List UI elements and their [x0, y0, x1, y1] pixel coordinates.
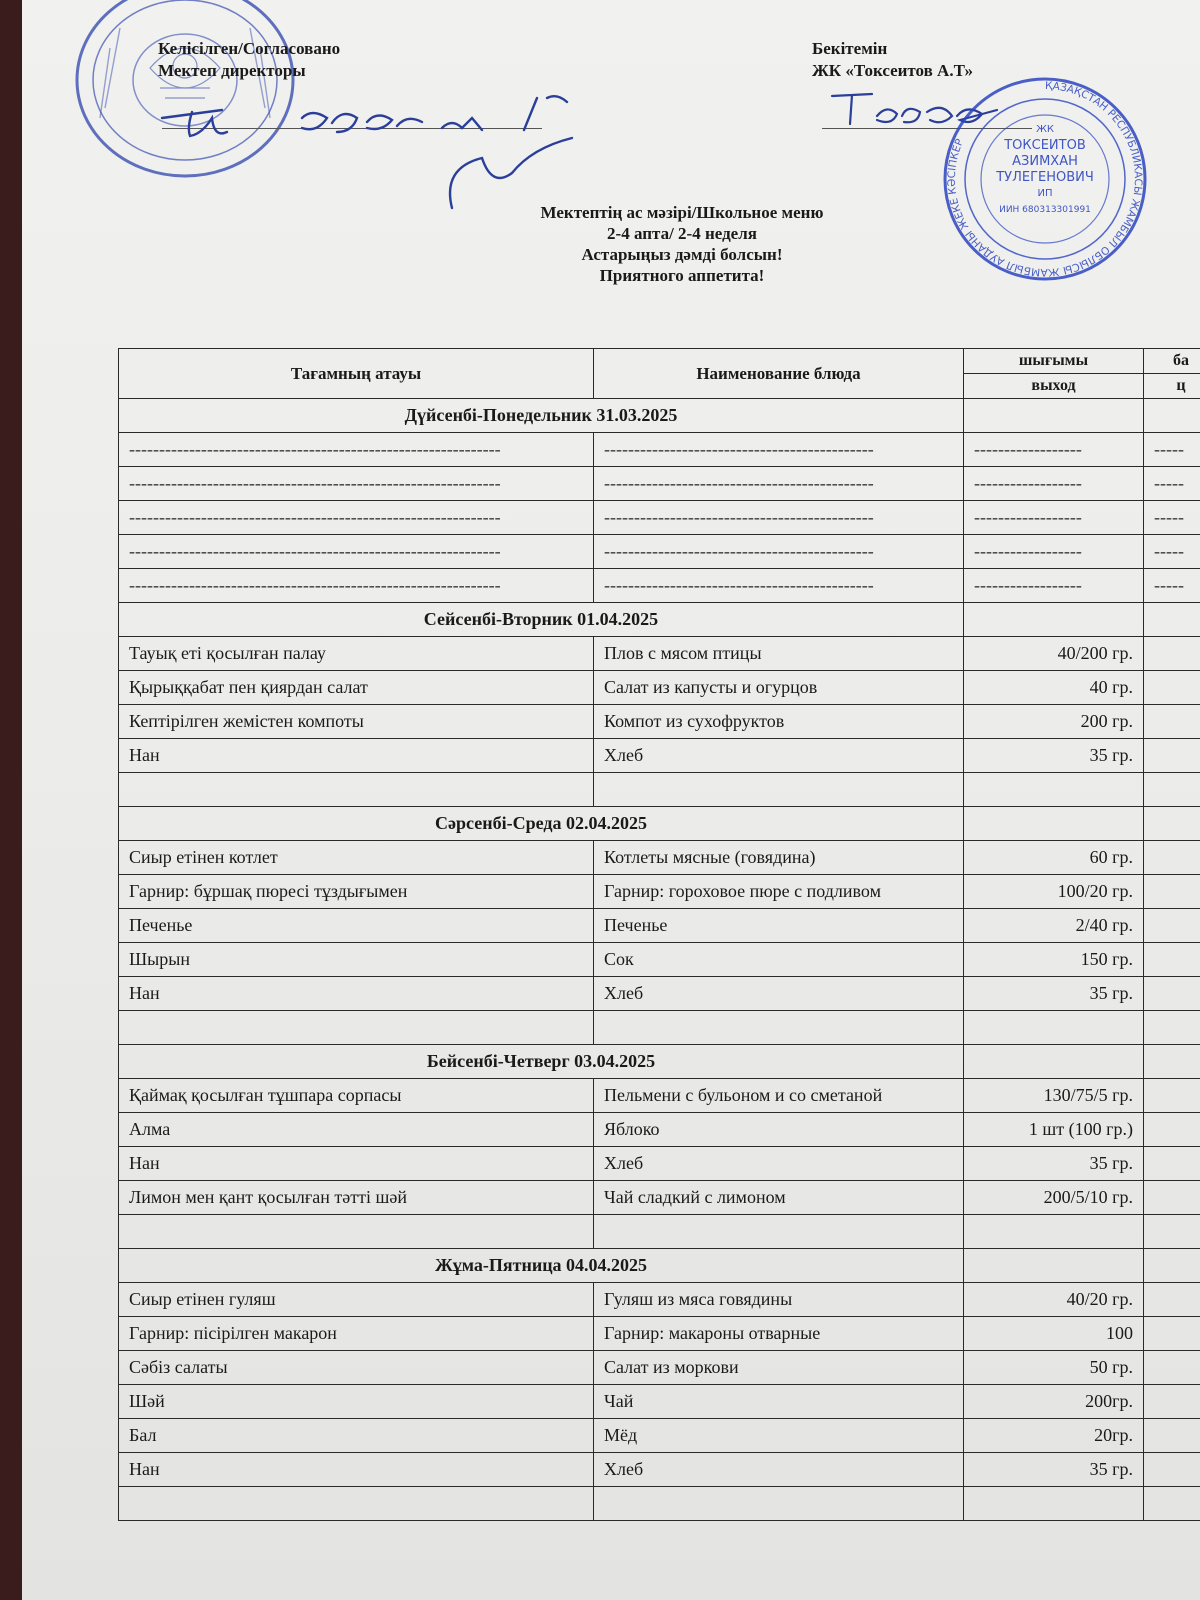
dish-price [1144, 1181, 1200, 1215]
agreed-label: Келісілген/Согласовано [158, 39, 341, 58]
dish-price [1144, 977, 1200, 1011]
dish-row [119, 977, 1200, 1011]
empty-cell [119, 1215, 594, 1249]
dish-name-kz: Қаймақ қосылған тұшпара сорпасы [119, 1079, 594, 1113]
menu-title: Мектептің ас мәзірі/Школьное меню [540, 203, 824, 222]
dash-cell: ------------------ [964, 433, 1144, 467]
dish-yield: 35 гр. [964, 1453, 1144, 1487]
dish-yield: 200гр. [964, 1385, 1144, 1419]
approve-label: Бекітемін [812, 39, 888, 58]
dish-name-ru: Хлеб [594, 739, 964, 773]
dish-name-ru: Гарнир: макароны отварные [594, 1317, 964, 1351]
day-title: Сәрсенбі-Среда 02.04.2025 [119, 807, 964, 841]
dish-name-kz: Шырын [119, 943, 594, 977]
dish-price [1144, 1453, 1200, 1487]
dish-yield: 40/200 гр. [964, 637, 1144, 671]
dish-name-kz: Сиыр етінен гуляш [119, 1283, 594, 1317]
dash-cell: -------------------------------------------------------------- [119, 501, 594, 535]
dish-name-ru: Плов с мясом птицы [594, 637, 964, 671]
dish-name-kz: Нан [119, 977, 594, 1011]
empty-cell [1144, 399, 1200, 433]
dish-name-kz: Бал [119, 1419, 594, 1453]
dish-yield: 130/75/5 гр. [964, 1079, 1144, 1113]
menu-sheet [22, 0, 1200, 1600]
empty-cell [964, 603, 1144, 637]
empty-cell [964, 1215, 1144, 1249]
empty-cell [119, 1011, 594, 1045]
dish-name-kz: Сиыр етінен котлет [119, 841, 594, 875]
dish-row [119, 1113, 1200, 1147]
blank-row [119, 1215, 1200, 1249]
dish-yield: 150 гр. [964, 943, 1144, 977]
stamp-line-ip: ИП [1037, 188, 1053, 199]
dish-row [119, 1181, 1200, 1215]
dash-cell: ------------------ [964, 501, 1144, 535]
dish-row [119, 637, 1200, 671]
stamp-line-surname: ТОКСЕИТОВ [1004, 138, 1086, 153]
greeting-kz: Астарыңыз дәмді болсын! [581, 245, 783, 264]
dash-cell: --------------------------------------------- [594, 501, 964, 535]
dash-cell: ------------------ [964, 535, 1144, 569]
dish-yield: 50 гр. [964, 1351, 1144, 1385]
day-header-row [119, 1045, 1200, 1079]
dish-name-kz: Печенье [119, 909, 594, 943]
empty-cell [1144, 807, 1200, 841]
menu-title-block [402, 202, 962, 286]
dish-yield: 35 гр. [964, 739, 1144, 773]
dish-name-ru: Салат из моркови [594, 1351, 964, 1385]
col-header-kz: Тағамның атауы [119, 349, 594, 399]
dish-name-ru: Пельмени с бульоном и со сметаной [594, 1079, 964, 1113]
dish-name-kz: Шәй [119, 1385, 594, 1419]
dish-row [119, 1453, 1200, 1487]
entrepreneur-label: ЖК «Токсеитов А.Т» [812, 61, 973, 80]
dish-price [1144, 841, 1200, 875]
dash-cell: ----- [1144, 467, 1200, 501]
dish-name-ru: Салат из капусты и огурцов [594, 671, 964, 705]
dish-name-kz: Сәбіз салаты [119, 1351, 594, 1385]
blank-dashed-row [119, 501, 1200, 535]
dish-row [119, 1419, 1200, 1453]
dish-yield: 40/20 гр. [964, 1283, 1144, 1317]
dish-row [119, 705, 1200, 739]
dish-row [119, 875, 1200, 909]
blank-dashed-row [119, 467, 1200, 501]
blank-row [119, 1487, 1200, 1521]
dish-price [1144, 1385, 1200, 1419]
dish-name-ru: Мёд [594, 1419, 964, 1453]
dish-row [119, 1079, 1200, 1113]
dish-yield: 2/40 гр. [964, 909, 1144, 943]
dish-price [1144, 943, 1200, 977]
col-header-yield-kz: шығымы [964, 349, 1144, 374]
dish-name-kz: Лимон мен қант қосылған тәтті шәй [119, 1181, 594, 1215]
dish-yield: 100/20 гр. [964, 875, 1144, 909]
dish-yield: 1 шт (100 гр.) [964, 1113, 1144, 1147]
dish-yield: 200 гр. [964, 705, 1144, 739]
blank-dashed-row [119, 433, 1200, 467]
dish-yield: 200/5/10 гр. [964, 1181, 1144, 1215]
col-header-price-kz: ба [1144, 349, 1200, 374]
dish-name-ru: Чай [594, 1385, 964, 1419]
dish-name-ru: Гарнир: гороховое пюре с подливом [594, 875, 964, 909]
dish-name-kz: Қырыққабат пен қиярдан салат [119, 671, 594, 705]
dish-name-kz: Нан [119, 739, 594, 773]
dish-name-ru: Хлеб [594, 1453, 964, 1487]
dish-row [119, 943, 1200, 977]
dash-cell: ----- [1144, 535, 1200, 569]
day-title: Бейсенбі-Четверг 03.04.2025 [119, 1045, 964, 1079]
col-header-ru: Наименование блюда [594, 349, 964, 399]
dish-yield: 40 гр. [964, 671, 1144, 705]
dish-price [1144, 1113, 1200, 1147]
dish-name-kz: Кептірілген жемістен компоты [119, 705, 594, 739]
empty-cell [964, 773, 1144, 807]
dish-name-ru: Сок [594, 943, 964, 977]
dish-name-ru: Хлеб [594, 1147, 964, 1181]
dish-yield: 100 [964, 1317, 1144, 1351]
empty-cell [964, 399, 1144, 433]
dash-cell: ----- [1144, 569, 1200, 603]
dish-name-ru: Компот из сухофруктов [594, 705, 964, 739]
dish-name-ru: Печенье [594, 909, 964, 943]
week-label: 2-4 апта/ 2-4 неделя [607, 224, 757, 243]
empty-cell [1144, 1249, 1200, 1283]
dish-yield: 60 гр. [964, 841, 1144, 875]
empty-cell [964, 1011, 1144, 1045]
dash-cell: --------------------------------------------- [594, 535, 964, 569]
stamp-line-iin: ИИН 680313301991 [999, 205, 1091, 215]
dish-row [119, 1351, 1200, 1385]
dash-cell: -------------------------------------------------------------- [119, 467, 594, 501]
dish-row [119, 671, 1200, 705]
dish-name-ru: Чай сладкий с лимоном [594, 1181, 964, 1215]
empty-cell [964, 1045, 1144, 1079]
blank-dashed-row [119, 569, 1200, 603]
empty-cell [594, 1215, 964, 1249]
dish-yield: 35 гр. [964, 1147, 1144, 1181]
dish-name-ru: Гуляш из мяса говядины [594, 1283, 964, 1317]
dash-cell: -------------------------------------------------------------- [119, 433, 594, 467]
empty-cell [119, 773, 594, 807]
school-director-label: Мектеп директоры [158, 61, 306, 80]
approval-block-left [158, 38, 340, 82]
stamp-line-jk: ЖК [1036, 124, 1054, 135]
stamp-line-patronymic: ТУЛЕГЕНОВИЧ [996, 170, 1094, 185]
dish-row [119, 1147, 1200, 1181]
blank-dashed-row [119, 535, 1200, 569]
empty-cell [1144, 1487, 1200, 1521]
dash-cell: --------------------------------------------- [594, 569, 964, 603]
blank-row [119, 773, 1200, 807]
day-header-row [119, 1249, 1200, 1283]
dish-row [119, 841, 1200, 875]
empty-cell [119, 1487, 594, 1521]
menu-table [118, 348, 1200, 1521]
empty-cell [594, 773, 964, 807]
dish-name-ru: Хлеб [594, 977, 964, 1011]
dish-name-kz: Гарнир: пісірілген макарон [119, 1317, 594, 1351]
empty-cell [964, 1249, 1144, 1283]
dish-name-kz: Нан [119, 1453, 594, 1487]
dish-row [119, 739, 1200, 773]
dash-cell: -------------------------------------------------------------- [119, 535, 594, 569]
dash-cell: --------------------------------------------- [594, 433, 964, 467]
dish-name-ru: Котлеты мясные (говядина) [594, 841, 964, 875]
empty-cell [1144, 1045, 1200, 1079]
greeting-ru: Приятного аппетита! [599, 266, 765, 285]
dish-yield: 20гр. [964, 1419, 1144, 1453]
dish-price [1144, 1079, 1200, 1113]
dish-price [1144, 1283, 1200, 1317]
empty-cell [1144, 773, 1200, 807]
menu-table-body [119, 399, 1200, 1521]
day-title: Дүйсенбі-Понедельник 31.03.2025 [119, 399, 964, 433]
dash-cell: ------------------ [964, 467, 1144, 501]
dish-price [1144, 671, 1200, 705]
dish-price [1144, 705, 1200, 739]
dish-price [1144, 1351, 1200, 1385]
dish-price [1144, 909, 1200, 943]
dash-cell: -------------------------------------------------------------- [119, 569, 594, 603]
col-header-price-ru: ц [1144, 374, 1200, 399]
day-title: Сейсенбі-Вторник 01.04.2025 [119, 603, 964, 637]
dish-price [1144, 1419, 1200, 1453]
stamp-ring-text: ҚАЗАҚСТАН РЕСПУБЛИКАСЫ ЖАМБЫЛ ОБЛЫСЫ ЖАМБЫЛ АУДАНЫ ЖЕКЕ КӘСІПКЕР [945, 79, 1145, 279]
stamp-line-name: АЗИМХАН [1012, 154, 1078, 169]
stamp-inner-text [980, 122, 1110, 218]
dish-price [1144, 637, 1200, 671]
dash-cell: --------------------------------------------- [594, 467, 964, 501]
dish-row [119, 1385, 1200, 1419]
empty-cell [964, 807, 1144, 841]
dish-name-kz: Тауық еті қосылған палау [119, 637, 594, 671]
day-header-row [119, 603, 1200, 637]
dish-name-kz: Нан [119, 1147, 594, 1181]
dish-name-ru: Яблоко [594, 1113, 964, 1147]
dash-cell: ----- [1144, 433, 1200, 467]
empty-cell [594, 1011, 964, 1045]
col-header-yield-ru: выход [964, 374, 1144, 399]
dish-name-kz: Гарнир: бұршақ пюресі тұздығымен [119, 875, 594, 909]
dish-row [119, 1283, 1200, 1317]
day-title: Жұма-Пятница 04.04.2025 [119, 1249, 964, 1283]
empty-cell [964, 1487, 1144, 1521]
empty-cell [1144, 1215, 1200, 1249]
day-header-row [119, 399, 1200, 433]
dash-cell: ------------------ [964, 569, 1144, 603]
dish-price [1144, 1317, 1200, 1351]
empty-cell [1144, 1011, 1200, 1045]
blank-row [119, 1011, 1200, 1045]
dash-cell: ----- [1144, 501, 1200, 535]
dish-price [1144, 1147, 1200, 1181]
dish-price [1144, 739, 1200, 773]
empty-cell [1144, 603, 1200, 637]
dish-row [119, 1317, 1200, 1351]
empty-cell [594, 1487, 964, 1521]
dish-price [1144, 875, 1200, 909]
day-header-row [119, 807, 1200, 841]
dish-name-kz: Алма [119, 1113, 594, 1147]
dish-yield: 35 гр. [964, 977, 1144, 1011]
dish-row [119, 909, 1200, 943]
